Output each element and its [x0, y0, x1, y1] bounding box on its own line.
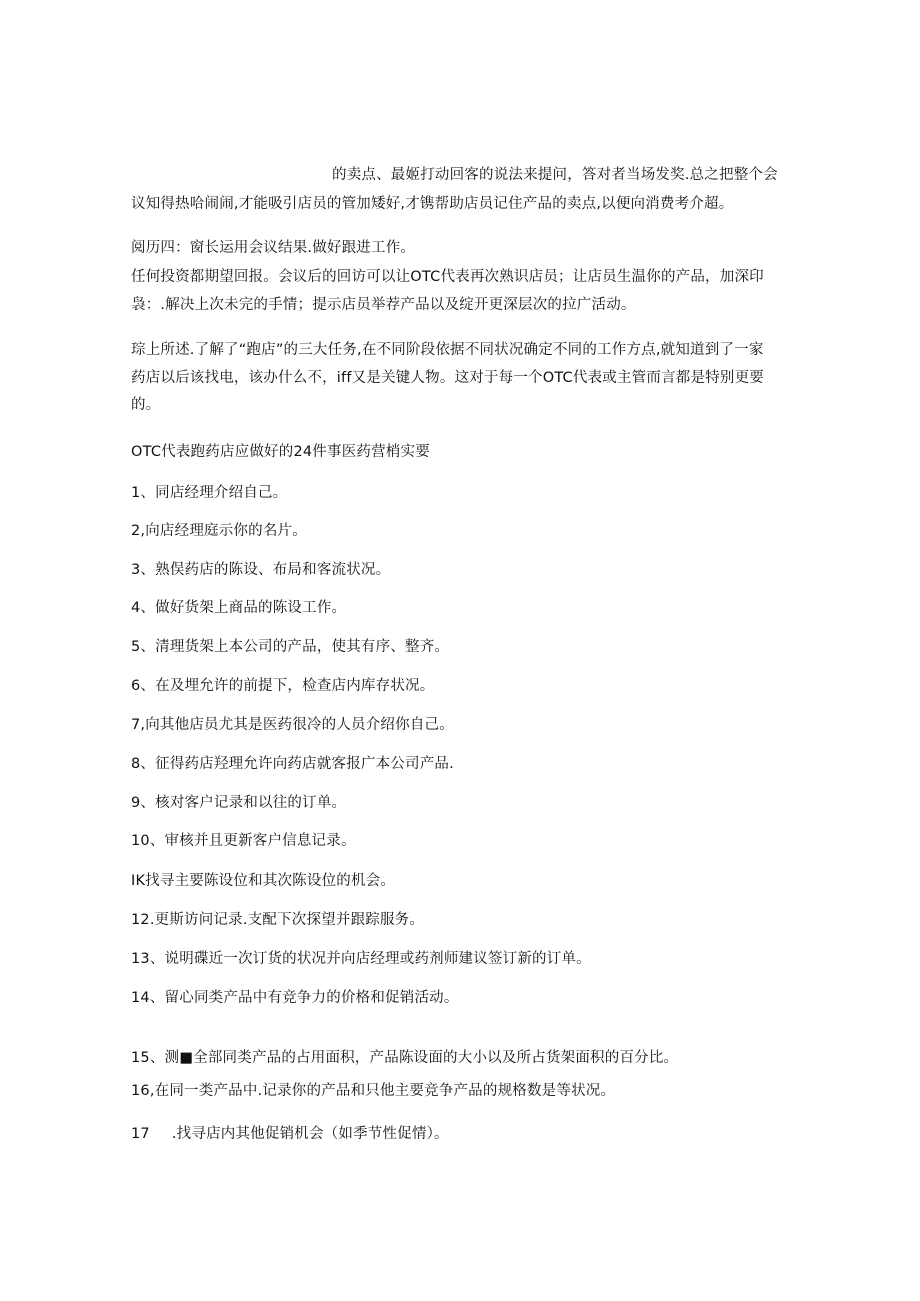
- list-item-7: 7,向其他店员尤其是医药很冷的人员介绍你自己。: [131, 717, 454, 733]
- list-title: OTC代表跑药店应做好的24件事医药营梢实要: [131, 444, 430, 460]
- list-item-4: 4、做好货架上商品的陈设工作。: [131, 600, 347, 616]
- paragraph-1-line-1: 的卖点、最姬打动回客的说法来提问，答对者当场发奖.总之把整个会: [332, 167, 778, 183]
- list-item-16: 16,在同一类产品中.记录你的产品和只他主要竞争产品的规格数是等状况。: [131, 1083, 616, 1099]
- paragraph-3-line-2: 药店以后该找电，该办什么不，iff又是关键人物。这对于每一个OTC代表或主管而言都是特别更要: [131, 370, 764, 386]
- paragraph-3-line-1: 琮上所述.了解了“跑店”的三大任务,在不同阶段依据不同状况确定不同的工作方点,就知道到了一家: [131, 342, 764, 358]
- paragraph-2-line-1: 阅历四：窗长运用会议结果.做好跟进工作。: [131, 240, 416, 256]
- list-item-11: IK找寻主要陈设位和其次陈设位的机会。: [131, 873, 396, 889]
- paragraph-2-line-3: 袅：.解决上次未完的手情；提示店员举荐产品以及绽开更深层次的拉广活动。: [131, 297, 636, 313]
- list-item-2: 2,向店经理庭示你的名片。: [131, 523, 307, 539]
- list-item-12: 12.更斯访问记录.支配下次探望并跟踪服务。: [131, 912, 425, 928]
- list-item-17-text: .找寻店内其他促销机会（如季节性促情）。: [171, 1126, 449, 1142]
- list-item-13: 13、说明碟近一次订货的状况并向店经理或药剂师建议签订新的订单。: [131, 951, 591, 967]
- list-item-5: 5、清理货架上本公司的产品，使其有序、整齐。: [131, 639, 450, 655]
- list-item-17: [131, 1123, 449, 1145]
- list-item-1: 1、同店经理介绍自己。: [131, 485, 288, 501]
- list-item-15: 15、测■全部同类产品的占用面积，产品陈设面的大小以及所占货架面积的百分比。: [131, 1050, 679, 1066]
- paragraph-2-line-2: 任何投资都期望回报。会议后的回访可以让OTC代表再次熟识店员；让店员生温你的产品，加深印: [131, 269, 764, 285]
- paragraph-1-line-2: 议知得热哈闹闹,才能吸引店员的管加矮好,才镌帮助店员记住产品的卖点,以便向消费考介超。: [131, 196, 734, 212]
- paragraph-3-line-3: 的。: [131, 397, 161, 413]
- list-item-6: 6、在及埋允许的前提下，检查店内库存状况。: [131, 678, 435, 694]
- list-item-9: 9、核对客户记录和以往的订单。: [131, 795, 347, 811]
- list-item-17-number: 17: [131, 1126, 150, 1142]
- list-item-8: 8、征得药店羟理允许向药店就客报广本公司产品.: [131, 756, 454, 772]
- list-item-14: 14、留心同类产品中有竞争力的价格和促销活动。: [131, 990, 459, 1006]
- list-item-10: 10、审核并且更新客户信息记录。: [131, 833, 356, 849]
- list-item-3: 3、熟俣药店的陈设、布局和客流状况。: [131, 562, 391, 578]
